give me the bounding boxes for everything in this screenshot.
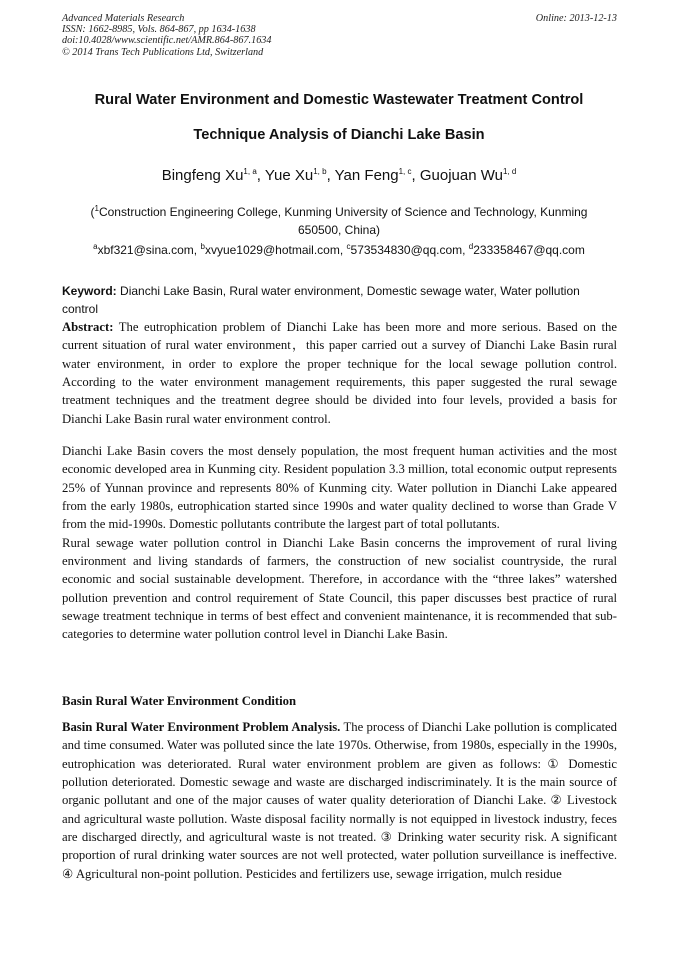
author-affil-mark: 1, a [243, 167, 257, 176]
author-name: Yue Xu [264, 167, 314, 184]
affiliation-text: Construction Engineering College, Kunming University of Science and Technology, Kunming 650500, China) [98, 205, 588, 237]
author-affil-mark: 1, c [398, 167, 412, 176]
issn-line: ISSN: 1662-8985, Vols. 864-867, pp 1634-1638 [62, 24, 256, 36]
keywords-text: Dianchi Lake Basin, Rural water environment, Domestic sewage water, Water pollution control [62, 284, 580, 316]
email-mark: a [93, 242, 98, 251]
author-name: Bingfeng Xu [161, 167, 244, 184]
email-mark: c [346, 242, 351, 251]
intro-paragraph-2: Rural sewage water pollution control in Dianchi Lake Basin concerns the improvement of rural living environment and living standards of farmers, the construction of new socialist countryside, the rural economic and social sustainable development. Therefore, in accordance with the “three lakes” watershed pollution prevention and control requirement of State Council, this paper discusses best practice of rural sewage treatment technique in terms of best effect and convenient maintenance, it is recommended that sub-categories to determine water pollution control level in Dianchi Lake Basin. [62, 535, 617, 642]
abstract [62, 318, 617, 428]
email-mark: b [200, 242, 205, 251]
author-separator: , [411, 167, 420, 184]
journal-name: Advanced Materials Research [62, 13, 185, 24]
abstract-label: Abstract: [62, 320, 114, 334]
keywords-label: Keyword: [62, 284, 117, 298]
subsection-heading: Basin Rural Water Environment Problem Analysis. [62, 720, 341, 734]
paper-title-line-2: Technique Analysis of Dianchi Lake Basin [193, 127, 485, 143]
author-list [40, 167, 638, 184]
email-mark: d [468, 242, 474, 251]
affiliation: ($^1$Construction Engineering College, Kunming University of Science and Technology, Kunming 650500, China) [90, 204, 588, 237]
email-address: 573534830@qq.com, [350, 243, 469, 257]
keywords [62, 282, 617, 318]
email-address: xvyue1029@hotmail.com, [204, 243, 347, 257]
author-name: Guojuan Wu [419, 167, 503, 184]
paper-title-line-1: Rural Water Environment and Domestic Wastewater Treatment Control [94, 92, 584, 108]
author-separator: , [326, 167, 335, 184]
doi-line: doi:10.4028/www.scientific.net/AMR.864-867.1634 [62, 35, 272, 47]
author-name: Yan Feng [334, 167, 399, 184]
email-address: 233358467@qq.com [473, 243, 585, 257]
abstract-text: The eutrophication problem of Dianchi Lake has been more and more serious. Based on the current situation of rural water environment，this paper carried out a survey of Dianchi Lake Basin rural water environment, in order to explore the proper technique for the local sewage pollution control. According to the water environment management requirements, this paper suggested the rural sewage treatment techniques and the treatment degree should be divided into four levels, provided a basis for Dianchi Lake Basin rural water environment control. [62, 320, 617, 426]
journal-header [62, 13, 617, 58]
copyright-line: © 2014 Trans Tech Publications Ltd, Switzerland [62, 46, 264, 58]
section-body [62, 718, 617, 883]
online-date: Online: 2013-12-13 [535, 13, 617, 24]
affiliation-mark: 1 [94, 204, 99, 213]
author-affil-mark: 1, b [313, 167, 327, 176]
introduction [62, 442, 617, 644]
email-list [40, 243, 638, 257]
subsection-text: The process of Dianchi Lake pollution is complicated and time consumed. Water was polluted since the late 1970s. Otherwise, from 1980s, especially in the 1990s, eutrophication was deteriorated. Rural water environment problem are given as follows: ① Domestic pollution deteriorated. Domestic sewage and waste are discharged indiscriminately. It is the main source of organic pollutant and one of the major causes of water quality deterioration of Dianchi Lake. ② Livestock and agricultural waste pollution. Waste disposal facility normally is not equipped in livestock industry, feces are discharged directly, and agricultural waste is not treated. ③ Drinking water security risk. A significant proportion of rural drinking water sources are not well protected, water pollution surveillance is ineffective. ④ Agricultural non-point pollution. Pesticides and fertilizers use, sewage irrigation, mulch residue [62, 720, 617, 881]
email-address: xbf321@sina.com, [97, 243, 201, 257]
section-heading: Basin Rural Water Environment Condition [62, 694, 297, 708]
author-affil-mark: 1, d [502, 167, 517, 176]
intro-paragraph-1: Dianchi Lake Basin covers the most densely population, the most frequent human activities and the most economic developed area in Kunming city. Resident population 3.3 million, total economic output represents 25% of Yunnan province and represents 80% of Kunming city. Water pollution in Dianchi Lake appeared from the early 1980s, eutrophication started since 1990s and water quality declined to worse than Grade V from the mid-1990s. Domestic pollutants contribute the largest part of total pollutants. [62, 444, 617, 532]
author-separator: , [256, 167, 265, 184]
